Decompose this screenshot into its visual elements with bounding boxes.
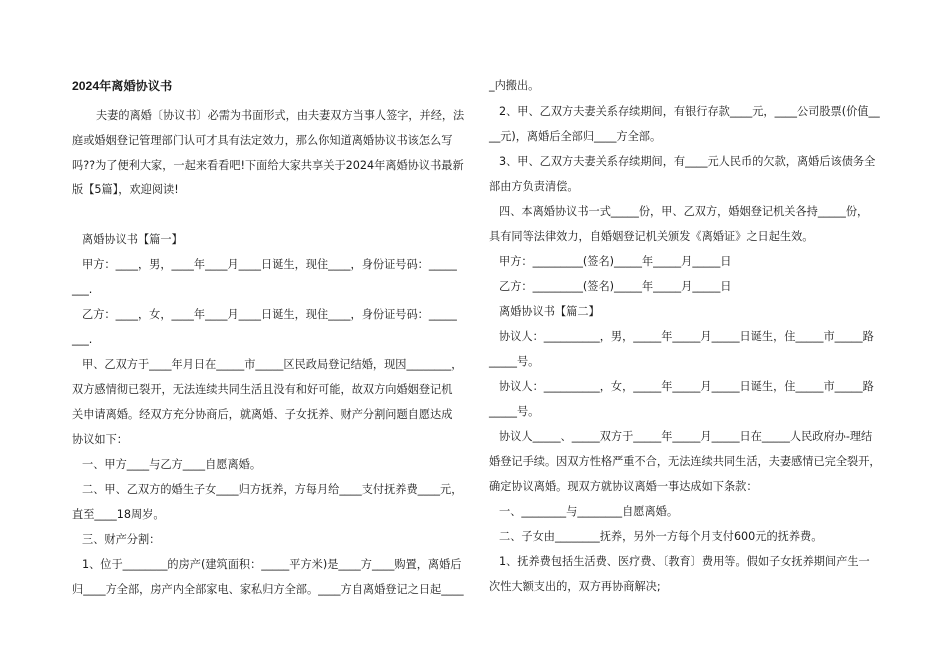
paragraph-line: ___.	[72, 333, 93, 346]
paragraph-line: _____号。	[489, 355, 540, 368]
intro-line: 庭或婚姻登记管理部门认可才具有法定效力，那么你知道离婚协议书该怎么写	[72, 134, 453, 147]
paragraph-line: 乙方：____，女，____年____月____日诞生，现住____，身份证号码：_____	[82, 308, 457, 321]
intro-line: 吗??为了便利大家，一起来看看吧!下面给大家共享关于2024年离婚协议书最新	[72, 159, 464, 172]
paragraph-line: 1、位于________的房产(建筑面积：_____平方米)是____方____购置，离婚后	[82, 558, 462, 571]
paragraph-line: 关申请离婚。经双方充分协商后，就离婚、子女抚养、财产分割问题自愿达成	[72, 408, 453, 421]
paragraph-line: 协议人：__________，男，_____年_____月_____日诞生，住_____市_____路	[499, 330, 874, 343]
paragraph-line: 四、本离婚协议书一式_____份，甲、乙双方，婚姻登记机关各持_____份，	[499, 205, 869, 218]
paragraph-line: 协议人：__________，女，_____年_____月_____日诞生，住_____市_____路	[499, 380, 874, 393]
paragraph-line: 双方感情彻已裂开，无法连续共同生活且没有和好可能，故双方向婚姻登记机	[72, 383, 453, 396]
paragraph-line: 2、甲、乙双方夫妻关系存续期间，有银行存款____元，____公司股票(价值__	[499, 105, 880, 118]
paragraph-line: 一、________与________自愿离婚。	[499, 505, 679, 518]
paragraph-line: 3、甲、乙双方夫妻关系存续期间，有____元人民币的欠款，离婚后该债务全	[499, 155, 876, 168]
paragraph-line: 甲方：____，男，____年____月____日诞生，现住____，身份证号码：_____	[82, 258, 457, 271]
paragraph-line: 一、甲方____与乙方____自愿离婚。	[82, 458, 262, 471]
paragraph-line: 确定协议离婚。现双方就协议离婚一事达成如下条款：	[489, 480, 758, 493]
paragraph-line: ___.	[72, 283, 93, 296]
paragraph-line: 三、财产分割：	[82, 533, 161, 546]
signature-line-party-a: 甲方：_________(签名)_____年_____月_____日	[499, 255, 732, 268]
paragraph-line: 二、子女由________抚养，另外一方每个月支付600元的抚养费。	[499, 530, 823, 543]
paragraph-line: 具有同等法律效力，自婚姻登记机关颁发《离婚证》之日起生效。	[489, 230, 814, 243]
paragraph-line: _____号。	[489, 405, 540, 418]
signature-line-party-b: 乙方：_________(签名)_____年_____月_____日	[499, 280, 732, 293]
paragraph-line: 甲、乙双方于____年月日在_____市_____区民政局登记结婚，现因________，	[82, 358, 463, 371]
paragraph-line: 次性大额支出的，双方再协商解决;	[489, 580, 661, 593]
paragraph-line: 直至____18周岁。	[72, 508, 165, 521]
intro-line: 夫妻的离婚〔协议书〕必需为书面形式，由夫妻双方当事人签字，并经，法	[96, 109, 465, 122]
section-heading: 离婚协议书【篇一】	[82, 233, 183, 246]
section-heading: 离婚协议书【篇二】	[499, 305, 600, 318]
intro-line: 版【5篇】，欢迎阅读!	[72, 183, 179, 196]
paragraph-line: 婚登记手续。因双方性格严重不合，无法连续共同生活，夫妻感情已完全裂开，	[489, 455, 881, 468]
paragraph-line: 归____方全部，房产内全部家电、家私归方全部。____方自离婚登记之日起____	[72, 583, 464, 596]
paragraph-line: __元)，离婚后全部归____方全部。	[489, 130, 662, 143]
paragraph-line: 二、甲、乙双方的婚生子女____归方抚养，方每月给____支付抚养费____元，	[82, 483, 463, 496]
document-title: 2024年离婚协议书	[72, 79, 173, 93]
paragraph-line: 1、抚养费包括生活费、医疗费、〔教育〕费用等。假如子女抚养期间产生一	[499, 555, 870, 568]
paragraph-line: 协议人_____、_____双方于_____年_____月_____日在_____人民政府办-理结	[499, 430, 873, 443]
paragraph-line: 协议如下：	[72, 433, 128, 446]
paragraph-line: 部由方负责清偿。	[489, 180, 579, 193]
paragraph-line: _内搬出。	[489, 79, 540, 92]
